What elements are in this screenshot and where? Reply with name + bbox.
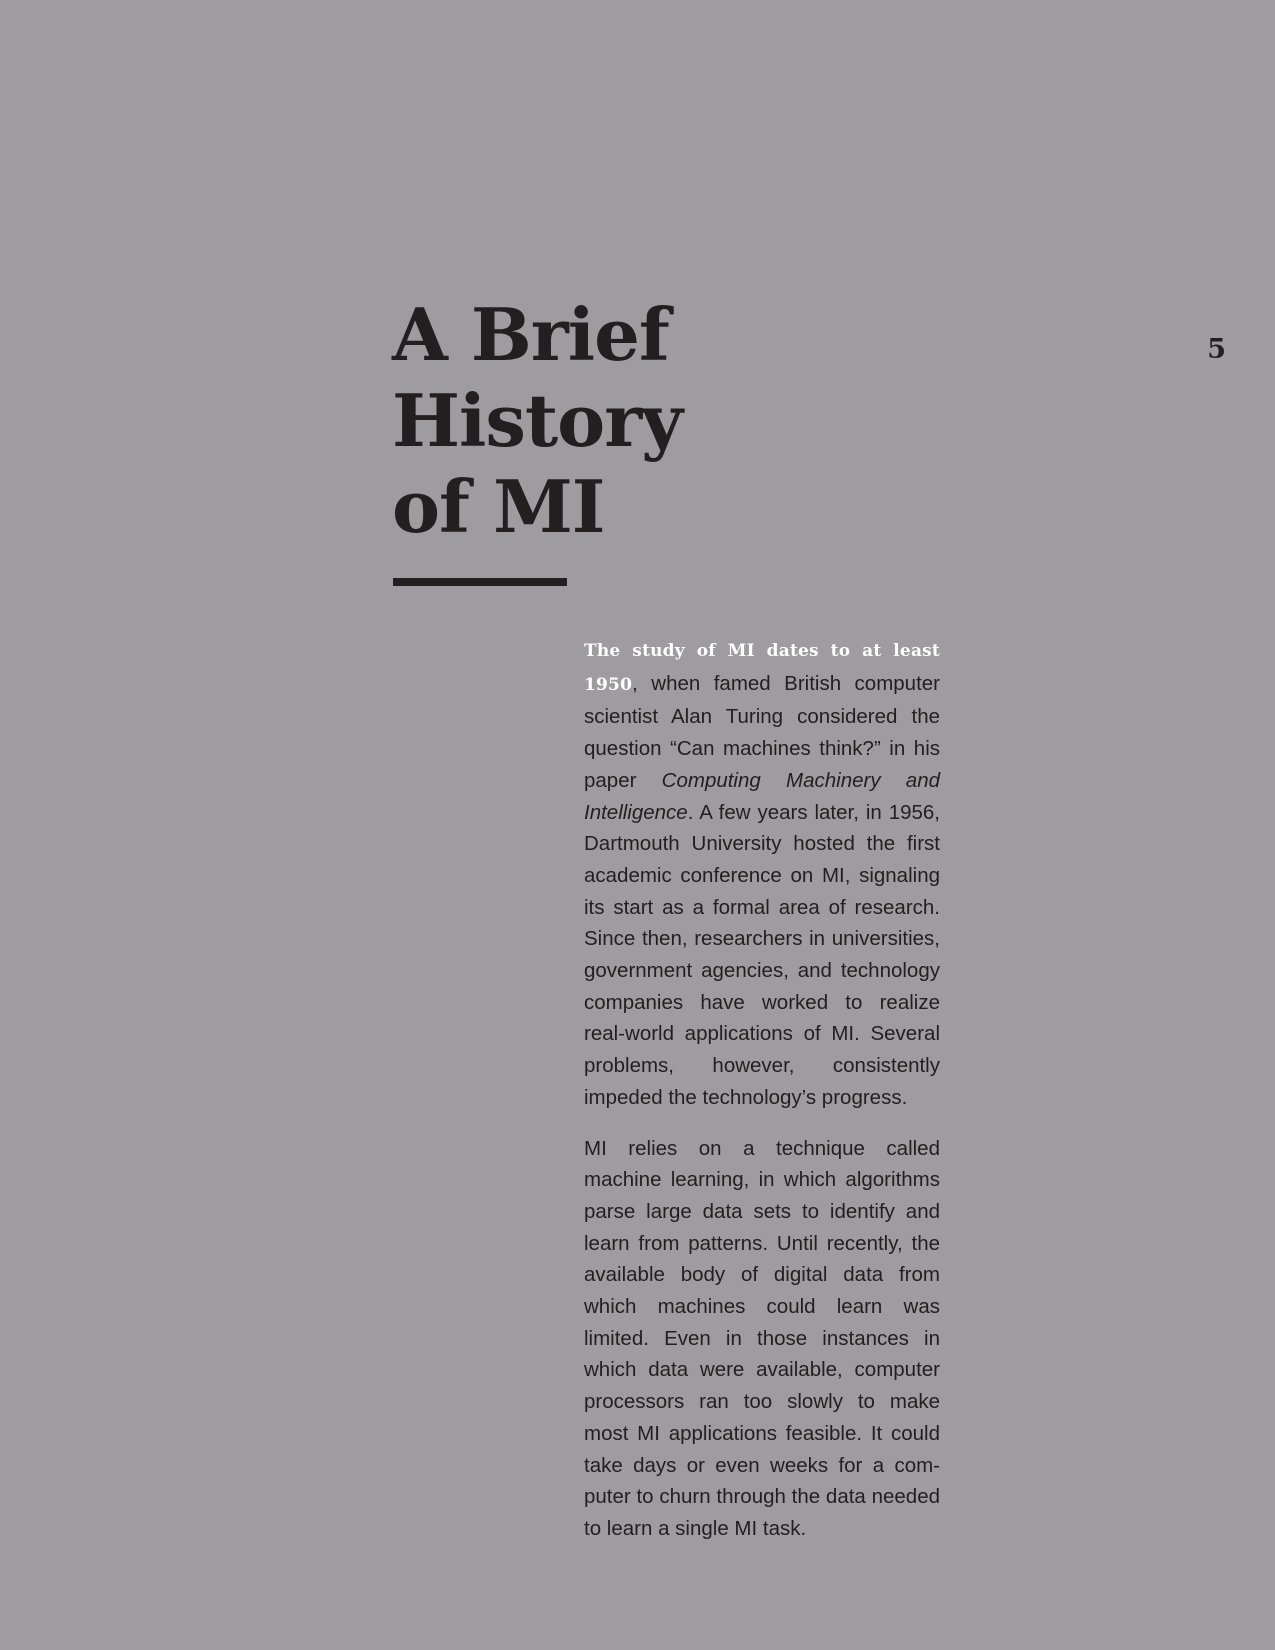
title-underline-rule xyxy=(393,578,567,586)
page-number: 5 xyxy=(1207,334,1226,365)
page-title xyxy=(392,292,682,550)
paragraph-1-text-b: . A few years later, in 1956, Dartmouth University hosted the first academic conference on MI, signaling its start as a formal area of research. Since then, researchers in universities, government agencies, and technology companies have worked to realize real-world applications of MI. Several problems, however, consistently impeded the technology’s progress. xyxy=(584,800,940,1109)
paragraph-2: MI relies on a technique called machine learning, in which algorithms parse large data sets to identify and learn from patterns. Until recently, the available body of digital data from which machines could learn was limited. Even in those instances in which data were available, computer processors ran too slowly to make most MI applications feasible. It could take days or even weeks for a computer to churn through the data needed to learn a single MI task. xyxy=(584,1136,940,1540)
article-body xyxy=(584,634,940,1545)
title-line-2: History xyxy=(392,378,682,463)
paragraph-1-text-a: , when famed British computer scientist Alan Turing considered the question “Can machines think?” in his paper xyxy=(584,671,940,792)
title-line-3: of MI xyxy=(392,464,605,549)
paragraph-1 xyxy=(584,634,940,1114)
paper-title: Computing Machinery and Intelligence xyxy=(584,768,940,824)
lead-phrase: The study of MI dates to at least 1950 xyxy=(584,641,940,695)
title-line-1: A Brief xyxy=(392,292,669,377)
